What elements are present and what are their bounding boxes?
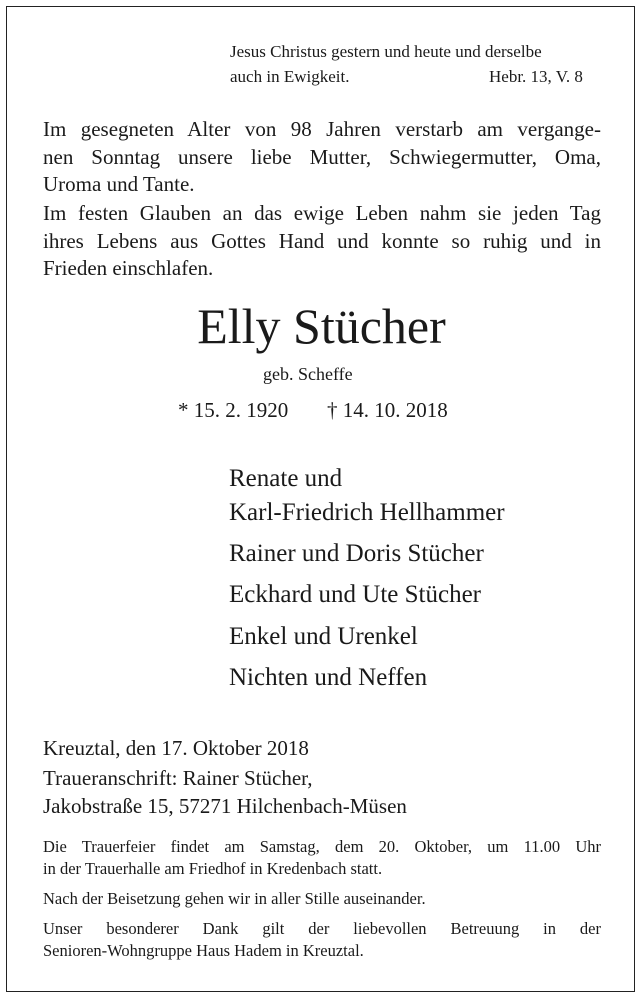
- mourner-line-1: Renate und: [229, 465, 343, 492]
- bible-verse-line-2: auch in Ewigkeit.: [230, 67, 350, 86]
- mourner-line-5: Enkel und Urenkel: [229, 623, 418, 650]
- funeral-note-line-2: in der Trauerhalle am Friedhof in Kredenbach statt.: [43, 859, 383, 878]
- deceased-name: Elly Stücher: [197, 298, 446, 354]
- thanks-note-line-2: Senioren-Wohngruppe Haus Hadem in Kreuztal.: [43, 941, 364, 960]
- mourner-line-2: Karl-Friedrich Hellhammer: [229, 499, 505, 526]
- mourning-address-line-2: Jakobstraße 15, 57271 Hilchenbach-Müsen: [43, 794, 407, 818]
- birth-date: * 15. 2. 1920: [178, 398, 289, 422]
- intro-p2-line-2: ihres Lebens aus Gottes Hand und konnte so ruhig und in: [43, 228, 601, 253]
- burial-note-line: Nach der Beisetzung gehen wir in aller Stille auseinander.: [43, 889, 426, 908]
- thanks-note: [43, 918, 601, 962]
- thanks-note-line-1: Unser besonderer Dank gilt der liebevollen Betreuung in der: [43, 919, 601, 938]
- funeral-note-line-1: Die Trauerfeier findet am Samstag, dem 20. Oktober, um 11.00 Uhr: [43, 837, 601, 856]
- intro-paragraph-1: [43, 116, 601, 199]
- intro-p1-line-3: Uroma und Tante.: [43, 172, 195, 196]
- death-date: † 14. 10. 2018: [327, 398, 448, 422]
- funeral-note: [43, 836, 601, 880]
- burial-note: [43, 888, 601, 910]
- intro-p2-line-1: Im festen Glauben an das ewige Leben nahm sie jeden Tag: [43, 201, 601, 225]
- mourner-line-6: Nichten und Neffen: [229, 664, 428, 691]
- bible-verse-line-1: Jesus Christus gestern und heute und derselbe: [230, 42, 542, 61]
- mourning-address-line-1: Traueranschrift: Rainer Stücher,: [43, 766, 313, 790]
- mourner-line-4: Eckhard und Ute Stücher: [229, 581, 482, 608]
- intro-p1-line-1: Im gesegneten Alter von 98 Jahren verstarb am vergange-: [43, 117, 601, 141]
- bible-verse-reference: Hebr. 13, V. 8: [489, 67, 583, 86]
- mourner-line-3: Rainer und Doris Stücher: [229, 540, 484, 567]
- intro-p2-line-3: Frieden einschlafen.: [43, 256, 214, 280]
- intro-paragraph-2: [43, 200, 601, 283]
- intro-p1-line-2: nen Sonntag unsere liebe Mutter, Schwiegermutter, Oma,: [43, 144, 601, 169]
- birth-name: geb. Scheffe: [263, 364, 353, 384]
- place-and-date: Kreuztal, den 17. Oktober 2018: [43, 736, 309, 760]
